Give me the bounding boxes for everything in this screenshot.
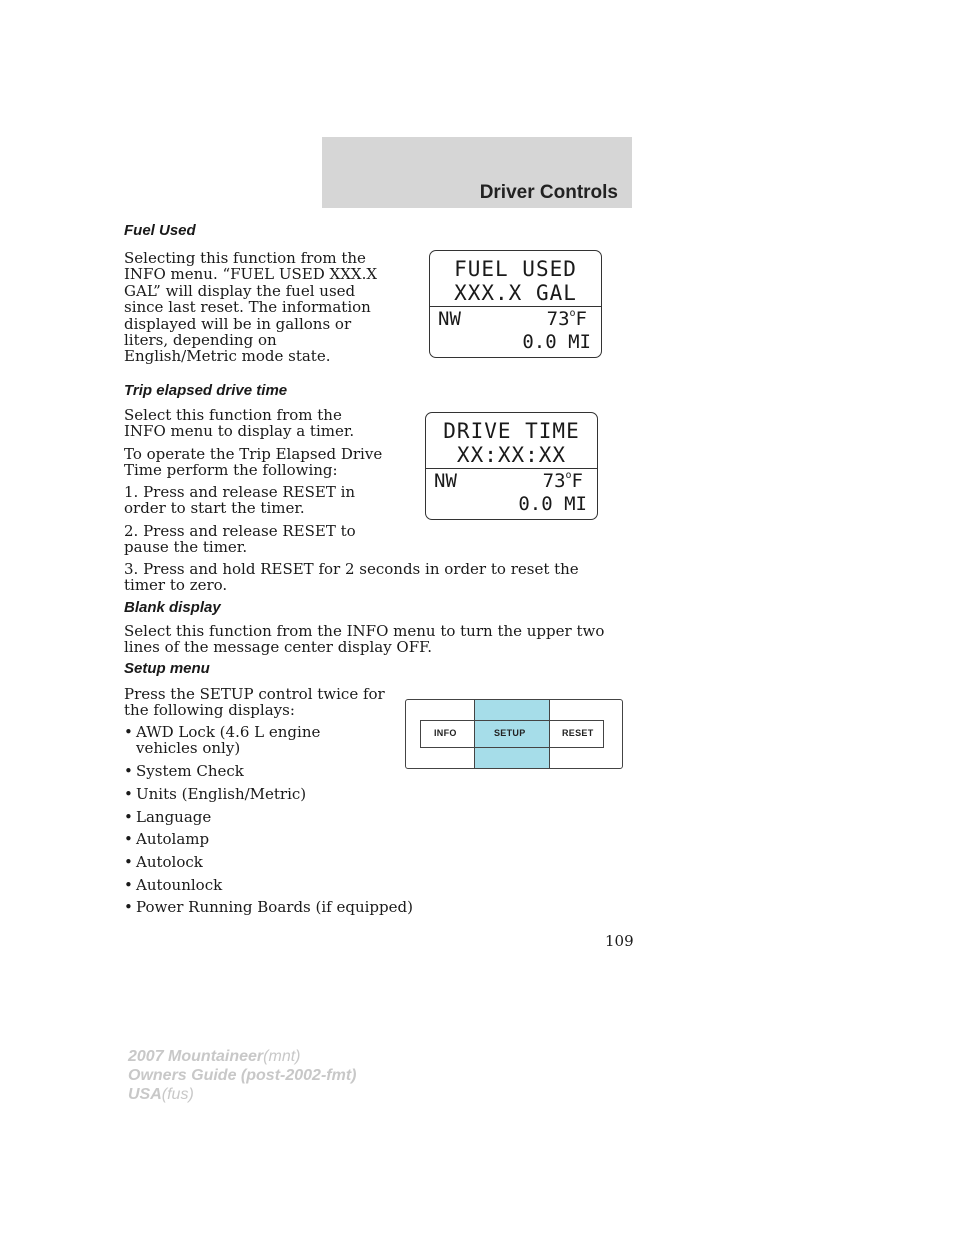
trip-time-step-2: 2. Press and release RESET to pause the timer. <box>124 522 356 557</box>
display-divider <box>430 306 601 307</box>
header-band <box>322 137 632 208</box>
temp-value: 73 <box>542 470 566 492</box>
display-line-1: FUEL USED <box>454 257 577 281</box>
degree-icon: o <box>565 470 572 481</box>
list-item: • AWD Lock (4.6 L engine vehicles only) <box>124 724 386 757</box>
trip-time-paragraph-2: To operate the Trip Elapsed Drive Time perform the following: <box>124 445 383 480</box>
page-header-title: Driver Controls <box>479 182 618 203</box>
trip-time-step-1: 1. Press and release RESET in order to start the timer. <box>124 483 356 518</box>
footer-guide: Owners Guide (post-2002-fmt) <box>128 1067 357 1084</box>
blank-display-paragraph: Select this function from the INFO menu to turn the upper two lines of the message center display OFF. <box>124 622 605 657</box>
display-line-2: XXX.X GAL <box>454 281 577 305</box>
drive-time-display <box>425 412 598 520</box>
reset-button[interactable]: RESET <box>562 728 594 738</box>
trip-time-paragraph-1: Select this function from the INFO menu to display a timer. <box>124 406 355 441</box>
list-item: • Autounlock <box>124 877 413 893</box>
outside-temperature <box>543 470 583 492</box>
list-item: • Autolock <box>124 854 413 870</box>
section-title-trip-time: Trip elapsed drive time <box>124 382 288 399</box>
footer-market: USA <box>128 1086 162 1103</box>
footer-model: 2007 Mountaineer <box>128 1048 264 1065</box>
setup-menu-intro: Press the SETUP control twice for the following displays: <box>124 685 385 720</box>
degree-icon: o <box>569 308 576 319</box>
section-title-fuel-used: Fuel Used <box>124 222 196 239</box>
display-line-1: DRIVE TIME <box>443 419 580 443</box>
trip-time-step-3: 3. Press and hold RESET for 2 seconds in order to reset the timer to zero. <box>124 560 579 595</box>
temp-unit: F <box>575 308 587 330</box>
temp-unit: F <box>571 470 583 492</box>
temp-value: 73 <box>546 308 570 330</box>
outside-temperature <box>547 308 587 330</box>
section-title-blank-display: Blank display <box>124 599 221 616</box>
info-button[interactable]: INFO <box>434 728 457 738</box>
footer <box>128 1047 356 1104</box>
trip-odometer: 0.0 MI <box>518 493 587 515</box>
display-line-2: XX:XX:XX <box>456 443 567 467</box>
fuel-used-display <box>429 250 602 358</box>
list-item: • Language <box>124 809 413 825</box>
footer-model-code: (mnt) <box>263 1048 301 1065</box>
compass-heading: NW <box>438 308 461 330</box>
setup-menu-list <box>124 724 413 922</box>
list-item: • System Check <box>124 763 413 779</box>
fuel-used-paragraph: Selecting this function from the INFO menu. “FUEL USED XXX.X GAL” will display the fuel used since last reset. The information displayed will be in gallons or liters, depending on English/Metric mode state. <box>124 249 378 366</box>
list-item: • Units (English/Metric) <box>124 786 413 802</box>
setup-button[interactable]: SETUP <box>494 728 526 738</box>
list-item: • Power Running Boards (if equipped) <box>124 899 413 915</box>
compass-heading: NW <box>434 470 457 492</box>
list-item: • Autolamp <box>124 831 413 847</box>
message-center-controls <box>405 699 623 769</box>
display-divider <box>426 468 597 469</box>
page-number: 109 <box>605 932 634 950</box>
trip-odometer: 0.0 MI <box>522 331 591 353</box>
section-title-setup-menu: Setup menu <box>124 660 210 677</box>
footer-market-code: (fus) <box>161 1086 194 1103</box>
